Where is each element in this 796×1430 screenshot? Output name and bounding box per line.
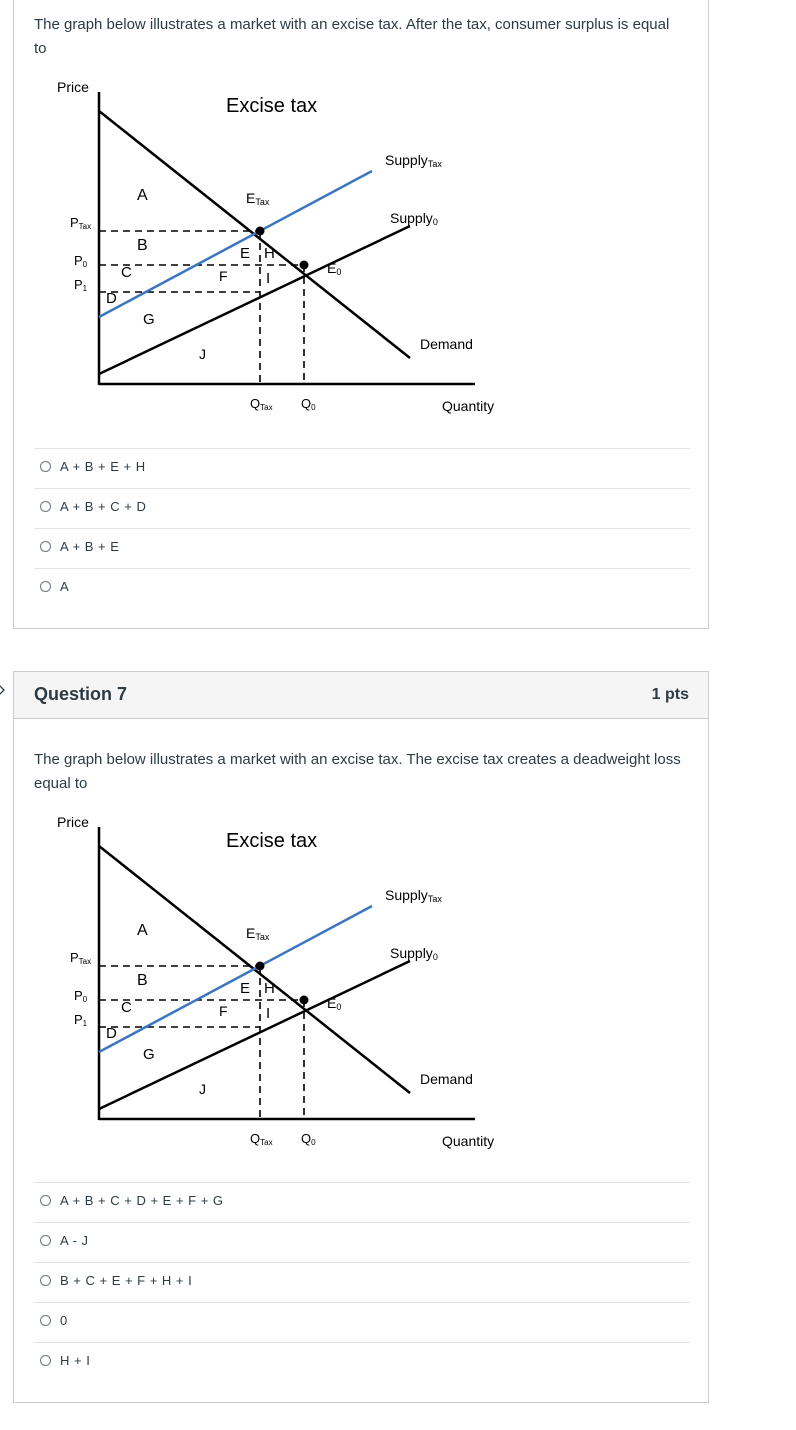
radio-button[interactable]	[40, 501, 51, 512]
radio-button[interactable]	[40, 1355, 51, 1366]
radio-button[interactable]	[40, 1195, 51, 1206]
area-label-e: E	[240, 980, 251, 997]
answer-option[interactable]	[34, 488, 690, 528]
question-6-excise-tax-graph	[42, 77, 512, 422]
supply0-label: Supply0	[390, 945, 438, 962]
p1-label: P1	[74, 1012, 88, 1028]
question-7-card	[13, 671, 709, 1403]
answer-label: A + B + E + H	[60, 459, 146, 474]
area-label-d: D	[106, 290, 117, 307]
answer-label: A + B + C + D + E + F + G	[60, 1193, 224, 1208]
area-label-c: C	[121, 999, 132, 1016]
e0-label: E0	[327, 995, 342, 1012]
area-label-i: I	[266, 270, 271, 287]
area-label-h: H	[264, 980, 275, 997]
answer-label: B + C + E + F + H + I	[60, 1273, 193, 1288]
question-points: 1 pts	[651, 686, 689, 703]
radio-button[interactable]	[40, 1235, 51, 1246]
area-label-j: J	[199, 346, 206, 362]
question-6-answers	[34, 448, 690, 608]
area-label-j: J	[199, 1081, 206, 1097]
e-tax-point	[256, 227, 265, 236]
radio-button[interactable]	[40, 1275, 51, 1286]
x-axis-label: Quantity	[442, 398, 495, 414]
area-label-b: B	[137, 972, 148, 989]
question-6-text: The graph below illustrates a market with an excise tax. After the tax, consumer surplus is equal to	[34, 16, 670, 57]
answer-option[interactable]	[34, 448, 690, 488]
e-tax-point	[256, 962, 265, 971]
answer-option[interactable]	[34, 528, 690, 568]
question-7-excise-tax-graph	[42, 812, 512, 1157]
answer-option[interactable]	[34, 1342, 690, 1382]
radio-button[interactable]	[40, 541, 51, 552]
radio-button[interactable]	[40, 1315, 51, 1326]
area-label-f: F	[219, 268, 228, 284]
area-label-h: H	[264, 245, 275, 262]
q0-label: Q0	[301, 1131, 316, 1147]
answer-option[interactable]	[34, 1302, 690, 1342]
demand-label: Demand	[420, 1071, 473, 1087]
area-label-f: F	[219, 1003, 228, 1019]
area-label-e: E	[240, 245, 251, 262]
question-6-card	[13, 0, 709, 629]
answer-label: H + I	[60, 1353, 91, 1368]
p-tax-label: PTax	[70, 215, 92, 231]
y-axis-label: Price	[57, 79, 89, 95]
supply-tax-label: SupplyTax	[385, 152, 442, 169]
area-label-d: D	[106, 1025, 117, 1042]
e-tax-label: ETax	[246, 190, 270, 207]
e0-point	[300, 996, 309, 1005]
q-tax-label: QTax	[250, 1131, 273, 1147]
q-tax-label: QTax	[250, 396, 273, 412]
area-label-g: G	[143, 311, 155, 328]
graph-title: Excise tax	[226, 830, 318, 852]
question-7-text: The graph below illustrates a market with an excise tax. The excise tax creates a deadweight loss equal to	[34, 751, 681, 792]
e-tax-label: ETax	[246, 925, 270, 942]
supply-tax-label: SupplyTax	[385, 887, 442, 904]
graph-title: Excise tax	[226, 95, 318, 117]
previous-question-chevron-icon[interactable]	[0, 684, 8, 696]
demand-label: Demand	[420, 336, 473, 352]
p1-label: P1	[74, 277, 88, 293]
area-label-c: C	[121, 264, 132, 281]
answer-label: A + B + C + D	[60, 499, 147, 514]
question-title: Question 7	[34, 684, 128, 704]
area-label-b: B	[137, 237, 148, 254]
area-label-g: G	[143, 1046, 155, 1063]
answer-option[interactable]	[34, 1262, 690, 1302]
area-label-a: A	[137, 922, 148, 939]
p0-label: P0	[74, 988, 88, 1004]
y-axis-label: Price	[57, 814, 89, 830]
x-axis-label: Quantity	[442, 1133, 495, 1149]
question-7-answers	[34, 1182, 690, 1382]
answer-label: A - J	[60, 1233, 89, 1248]
p0-label: P0	[74, 253, 88, 269]
answer-label: A	[60, 579, 70, 594]
answer-option[interactable]	[34, 568, 690, 608]
e0-label: E0	[327, 260, 342, 277]
e0-point	[300, 261, 309, 270]
radio-button[interactable]	[40, 581, 51, 592]
radio-button[interactable]	[40, 461, 51, 472]
q0-label: Q0	[301, 396, 316, 412]
area-label-i: I	[266, 1005, 271, 1022]
answer-option[interactable]	[34, 1222, 690, 1262]
p-tax-label: PTax	[70, 950, 92, 966]
supply0-label: Supply0	[390, 210, 438, 227]
answer-label: A + B + E	[60, 539, 120, 554]
answer-label: 0	[60, 1313, 68, 1328]
area-label-a: A	[137, 187, 148, 204]
question-7-header	[14, 672, 708, 719]
answer-option[interactable]	[34, 1182, 690, 1222]
